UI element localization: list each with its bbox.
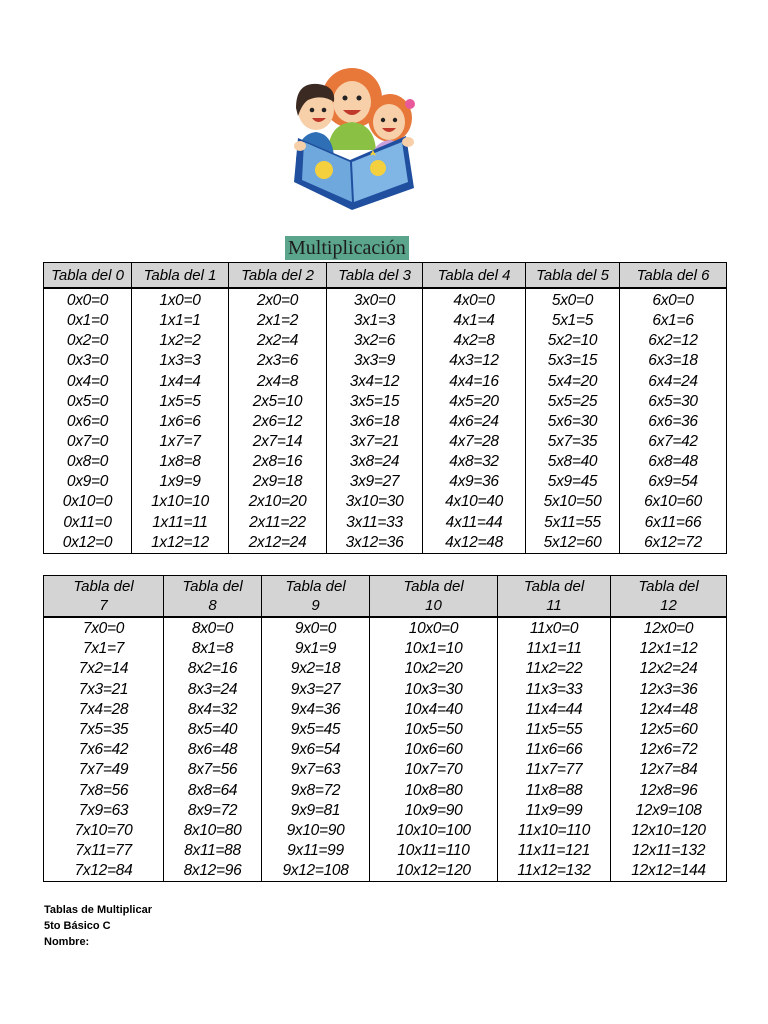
table-column-cell (262, 617, 370, 882)
multiplication-fact: 1x9=9 (159, 473, 201, 491)
multiplication-fact: 12x8=96 (639, 781, 698, 799)
table-column-cell (229, 288, 327, 553)
multiplication-fact: 11x11=121 (517, 842, 591, 860)
multiplication-fact: 0x0=0 (66, 292, 109, 309)
multiplication-fact: 5x4=20 (547, 372, 598, 390)
multiplication-fact: 9x0=0 (294, 620, 337, 637)
multiplication-fact: 4x6=24 (449, 412, 499, 430)
multiplication-fact: 7x10=70 (74, 821, 133, 839)
multiplication-fact: 2x11=22 (249, 513, 306, 531)
header-text: Tabla del (73, 578, 134, 595)
multiplication-fact: 5x5=25 (547, 392, 598, 410)
multiplication-fact: 7x8=56 (78, 781, 129, 799)
children-reading-book-icon (286, 60, 418, 212)
multiplication-fact: 2x2=4 (256, 332, 299, 350)
multiplication-fact: 3x12=36 (345, 533, 404, 551)
multiplication-fact: 6x9=54 (648, 473, 698, 491)
multiplication-fact: 6x0=0 (652, 292, 694, 309)
header-text: Tabla del (523, 578, 585, 595)
multiplication-fact: 8x9=72 (187, 801, 238, 819)
multiplication-fact: 10x9=90 (404, 801, 463, 819)
multiplication-fact: 3x8=24 (349, 453, 400, 471)
multiplication-fact: 3x9=27 (349, 473, 400, 491)
multiplication-fact: 1x7=7 (159, 432, 201, 450)
multiplication-fact: 8x2=16 (187, 660, 238, 678)
multiplication-fact: 0x2=0 (66, 332, 109, 350)
multiplication-fact: 6x1=6 (652, 312, 694, 330)
multiplication-table-7-12 (43, 575, 727, 882)
header-text: Tabla del (638, 578, 699, 595)
multiplication-fact: 1x11=11 (152, 513, 208, 531)
multiplication-fact: 10x5=50 (404, 720, 463, 738)
multiplication-fact: 4x1=4 (453, 312, 495, 330)
multiplication-fact: 0x8=0 (66, 453, 109, 471)
table-column-cell (620, 288, 727, 553)
multiplication-fact: 9x3=27 (290, 680, 341, 698)
multiplication-fact: 8x10=80 (183, 821, 242, 839)
multiplication-fact: 7x3=21 (78, 680, 129, 698)
table-header-cell (164, 576, 262, 618)
multiplication-fact: 4x11=44 (445, 513, 503, 531)
multiplication-fact: 1x10=10 (151, 493, 209, 511)
multiplication-fact: 1x12=12 (151, 533, 209, 551)
multiplication-fact: 10x8=80 (404, 781, 463, 799)
multiplication-fact: 4x12=48 (445, 533, 503, 551)
multiplication-fact: 9x11=99 (287, 842, 344, 860)
multiplication-fact: 10x4=40 (404, 700, 463, 718)
multiplication-fact: 3x11=33 (346, 513, 403, 531)
multiplication-fact: 8x7=56 (187, 761, 238, 779)
multiplication-fact: 11x5=55 (525, 720, 583, 738)
multiplication-fact: 9x9=81 (290, 801, 341, 819)
multiplication-fact: 4x8=32 (449, 453, 499, 471)
table-header-cell: Tabla del 6 (620, 263, 727, 289)
footer-grade: 5to Básico C (44, 920, 111, 932)
multiplication-fact: 1x8=8 (159, 453, 201, 471)
multiplication-fact: 11x10=110 (517, 821, 591, 839)
multiplication-fact: 6x10=60 (644, 493, 702, 511)
table-header-cell (262, 576, 370, 618)
multiplication-fact: 8x5=40 (187, 720, 238, 738)
multiplication-fact: 6x8=48 (648, 453, 698, 471)
multiplication-fact: 0x6=0 (66, 412, 109, 430)
multiplication-fact: 2x10=20 (248, 493, 307, 511)
multiplication-fact: 4x9=36 (449, 473, 499, 491)
multiplication-fact: 12x1=12 (639, 640, 698, 658)
multiplication-fact: 5x9=45 (547, 473, 598, 491)
header-text: 9 (311, 597, 320, 614)
multiplication-fact: 8x8=64 (187, 781, 238, 799)
header-text: Tabla del (182, 578, 243, 595)
table-column-cell (611, 617, 727, 882)
multiplication-fact: 3x5=15 (349, 392, 400, 410)
multiplication-fact: 4x7=28 (449, 432, 499, 450)
multiplication-fact: 5x10=50 (543, 493, 602, 511)
multiplication-fact: 9x12=108 (282, 862, 349, 880)
multiplication-fact: 5x6=30 (547, 412, 598, 430)
multiplication-fact: 4x3=12 (449, 352, 499, 370)
multiplication-fact: 7x1=7 (82, 640, 125, 658)
footer-name-label: Nombre: (44, 936, 90, 948)
multiplication-fact: 4x5=20 (449, 392, 499, 410)
header-text: 7 (99, 597, 108, 614)
footer-title: Tablas de Multiplicar (44, 904, 152, 916)
multiplication-fact: 1x3=3 (159, 352, 201, 370)
multiplication-fact: 6x11=66 (644, 513, 702, 531)
multiplication-fact: 5x1=5 (551, 312, 594, 330)
multiplication-fact: 10x1=10 (404, 640, 463, 658)
multiplication-fact: 0x11=0 (63, 513, 112, 531)
multiplication-fact: 0x1=0 (66, 312, 109, 330)
multiplication-fact: 3x6=18 (349, 412, 400, 430)
table-column-cell (164, 617, 262, 882)
multiplication-fact: 11x9=99 (525, 801, 583, 819)
multiplication-fact: 1x6=6 (159, 412, 201, 430)
multiplication-fact: 9x8=72 (290, 781, 341, 799)
multiplication-fact: 10x11=110 (397, 842, 470, 860)
multiplication-fact: 2x6=12 (252, 412, 303, 430)
multiplication-fact: 6x2=12 (648, 332, 698, 350)
table-header-cell: Tabla del 1 (132, 263, 229, 289)
multiplication-fact: 0x7=0 (66, 432, 109, 450)
multiplication-fact: 2x3=6 (256, 352, 299, 370)
multiplication-fact: 10x10=100 (396, 821, 471, 839)
multiplication-fact: 8x12=96 (183, 862, 242, 880)
multiplication-fact: 0x12=0 (62, 533, 113, 551)
multiplication-fact: 3x2=6 (353, 332, 396, 350)
multiplication-fact: 8x11=88 (184, 842, 241, 860)
table-header-cell (370, 576, 498, 618)
multiplication-fact: 1x4=4 (159, 372, 201, 390)
multiplication-fact: 12x9=108 (635, 801, 702, 819)
multiplication-fact: 1x0=0 (159, 292, 201, 309)
multiplication-fact: 6x7=42 (648, 432, 698, 450)
multiplication-fact: 9x7=63 (290, 761, 341, 779)
multiplication-fact: 0x5=0 (66, 392, 109, 410)
multiplication-fact: 11x2=22 (525, 660, 583, 678)
multiplication-fact: 5x12=60 (543, 533, 602, 551)
multiplication-fact: 11x0=0 (529, 620, 579, 637)
table-body-row (44, 288, 727, 553)
header-text: 11 (546, 597, 562, 614)
multiplication-fact: 10x3=30 (404, 680, 463, 698)
multiplication-fact: 7x4=28 (78, 700, 129, 718)
multiplication-fact: 11x12=132 (517, 862, 591, 880)
multiplication-fact: 9x5=45 (290, 720, 341, 738)
multiplication-fact: 1x2=2 (159, 332, 201, 350)
multiplication-fact: 11x8=88 (525, 781, 583, 799)
table-header-cell: Tabla del 2 (229, 263, 327, 289)
header-text: Tabla del (403, 578, 464, 595)
table-header-row (44, 576, 727, 618)
multiplication-fact: 9x2=18 (290, 660, 341, 678)
multiplication-fact: 0x10=0 (62, 493, 113, 511)
table-column-cell (44, 288, 132, 553)
multiplication-fact: 6x6=36 (648, 412, 698, 430)
multiplication-fact: 2x7=14 (252, 432, 303, 450)
header-text: 8 (208, 597, 217, 614)
multiplication-fact: 7x11=77 (75, 842, 132, 860)
multiplication-fact: 0x9=0 (66, 473, 109, 491)
multiplication-fact: 7x7=49 (78, 761, 129, 779)
multiplication-fact: 4x4=16 (449, 372, 499, 390)
multiplication-fact: 2x12=24 (248, 533, 307, 551)
girl-face (373, 104, 405, 140)
page-title: Multiplicación (285, 236, 409, 260)
multiplication-fact: 2x0=0 (256, 292, 299, 309)
multiplication-fact: 3x3=9 (353, 352, 396, 370)
multiplication-fact: 3x10=30 (345, 493, 404, 511)
header-text: 10 (425, 597, 442, 614)
multiplication-fact: 1x1=1 (159, 312, 201, 330)
table-header-cell: Tabla del 4 (423, 263, 526, 289)
multiplication-fact: 5x7=35 (547, 432, 598, 450)
multiplication-fact: 10x0=0 (408, 620, 459, 637)
multiplication-fact: 12x5=60 (639, 720, 698, 738)
multiplication-fact: 12x10=120 (631, 821, 706, 839)
multiplication-fact: 9x6=54 (290, 741, 341, 759)
multiplication-fact: 11x7=77 (525, 761, 583, 779)
multiplication-fact: 5x3=15 (547, 352, 598, 370)
multiplication-fact: 8x6=48 (187, 741, 238, 759)
table-header-cell: Tabla del 0 (44, 263, 132, 289)
table-body-row (44, 617, 727, 882)
multiplication-fact: 7x2=14 (78, 660, 129, 678)
multiplication-fact: 6x3=18 (648, 352, 698, 370)
multiplication-fact: 4x0=0 (453, 292, 495, 309)
multiplication-table-0-6 (43, 262, 727, 554)
multiplication-fact: 8x3=24 (187, 680, 238, 698)
woman-face (333, 81, 371, 123)
table-column-cell (423, 288, 526, 553)
table-column-cell (44, 617, 164, 882)
multiplication-fact: 12x6=72 (639, 741, 698, 759)
multiplication-fact: 5x8=40 (547, 453, 598, 471)
table-header-cell: Tabla del 3 (327, 263, 423, 289)
multiplication-fact: 5x2=10 (547, 332, 598, 350)
multiplication-fact: 12x4=48 (639, 700, 698, 718)
multiplication-fact: 3x7=21 (349, 432, 400, 450)
multiplication-fact: 11x1=11 (526, 640, 582, 658)
multiplication-fact: 12x3=36 (639, 680, 698, 698)
multiplication-fact: 1x5=5 (159, 392, 201, 410)
multiplication-fact: 7x9=63 (78, 801, 129, 819)
multiplication-fact: 5x0=0 (551, 292, 594, 309)
table-column-cell (132, 288, 229, 553)
table-header-cell (44, 576, 164, 618)
multiplication-fact: 2x5=10 (252, 392, 303, 410)
multiplication-fact: 11x3=33 (525, 680, 583, 698)
table-column-cell (526, 288, 620, 553)
multiplication-fact: 8x4=32 (187, 700, 238, 718)
multiplication-fact: 11x6=66 (525, 741, 583, 759)
header-text: 12 (660, 597, 677, 614)
multiplication-fact: 2x8=16 (252, 453, 303, 471)
multiplication-fact: 10x6=60 (404, 741, 463, 759)
multiplication-fact: 2x1=2 (256, 312, 299, 330)
table-column-cell (370, 617, 498, 882)
multiplication-fact: 8x0=0 (191, 620, 234, 637)
multiplication-fact: 0x4=0 (66, 372, 109, 390)
multiplication-fact: 6x5=30 (648, 392, 698, 410)
multiplication-fact: 11x4=44 (525, 700, 583, 718)
multiplication-fact: 12x11=132 (631, 842, 706, 860)
table-header-row (44, 263, 727, 289)
multiplication-fact: 9x10=90 (286, 821, 345, 839)
multiplication-fact: 0x3=0 (66, 352, 109, 370)
multiplication-fact: 10x12=120 (396, 862, 471, 880)
multiplication-fact: 7x5=35 (78, 720, 129, 738)
multiplication-fact: 8x1=8 (191, 640, 234, 658)
header-text: Tabla del (285, 578, 346, 595)
table-header-cell (498, 576, 611, 618)
multiplication-fact: 12x2=24 (639, 660, 698, 678)
multiplication-fact: 3x0=0 (353, 292, 396, 309)
footer (44, 902, 152, 950)
multiplication-fact: 2x4=8 (256, 372, 299, 390)
multiplication-fact: 12x0=0 (643, 620, 694, 637)
table-column-cell (498, 617, 611, 882)
table-column-cell (327, 288, 423, 553)
multiplication-fact: 6x4=24 (648, 372, 698, 390)
multiplication-fact: 7x12=84 (74, 862, 133, 880)
multiplication-fact: 4x2=8 (453, 332, 495, 350)
woman-shirt (328, 122, 376, 150)
multiplication-fact: 10x2=20 (404, 660, 463, 678)
multiplication-fact: 6x12=72 (644, 533, 702, 551)
multiplication-fact: 12x7=84 (639, 761, 698, 779)
multiplication-fact: 9x1=9 (294, 640, 337, 658)
multiplication-fact: 5x11=55 (544, 513, 601, 531)
table-header-cell: Tabla del 5 (526, 263, 620, 289)
multiplication-fact: 7x0=0 (82, 620, 125, 637)
multiplication-fact: 9x4=36 (290, 700, 341, 718)
multiplication-fact: 3x1=3 (353, 312, 396, 330)
multiplication-fact: 4x10=40 (445, 493, 503, 511)
multiplication-fact: 10x7=70 (404, 761, 463, 779)
multiplication-fact: 2x9=18 (252, 473, 303, 491)
multiplication-fact: 7x6=42 (78, 741, 129, 759)
multiplication-fact: 3x4=12 (349, 372, 400, 390)
table-header-cell (611, 576, 727, 618)
multiplication-fact: 12x12=144 (631, 862, 706, 880)
